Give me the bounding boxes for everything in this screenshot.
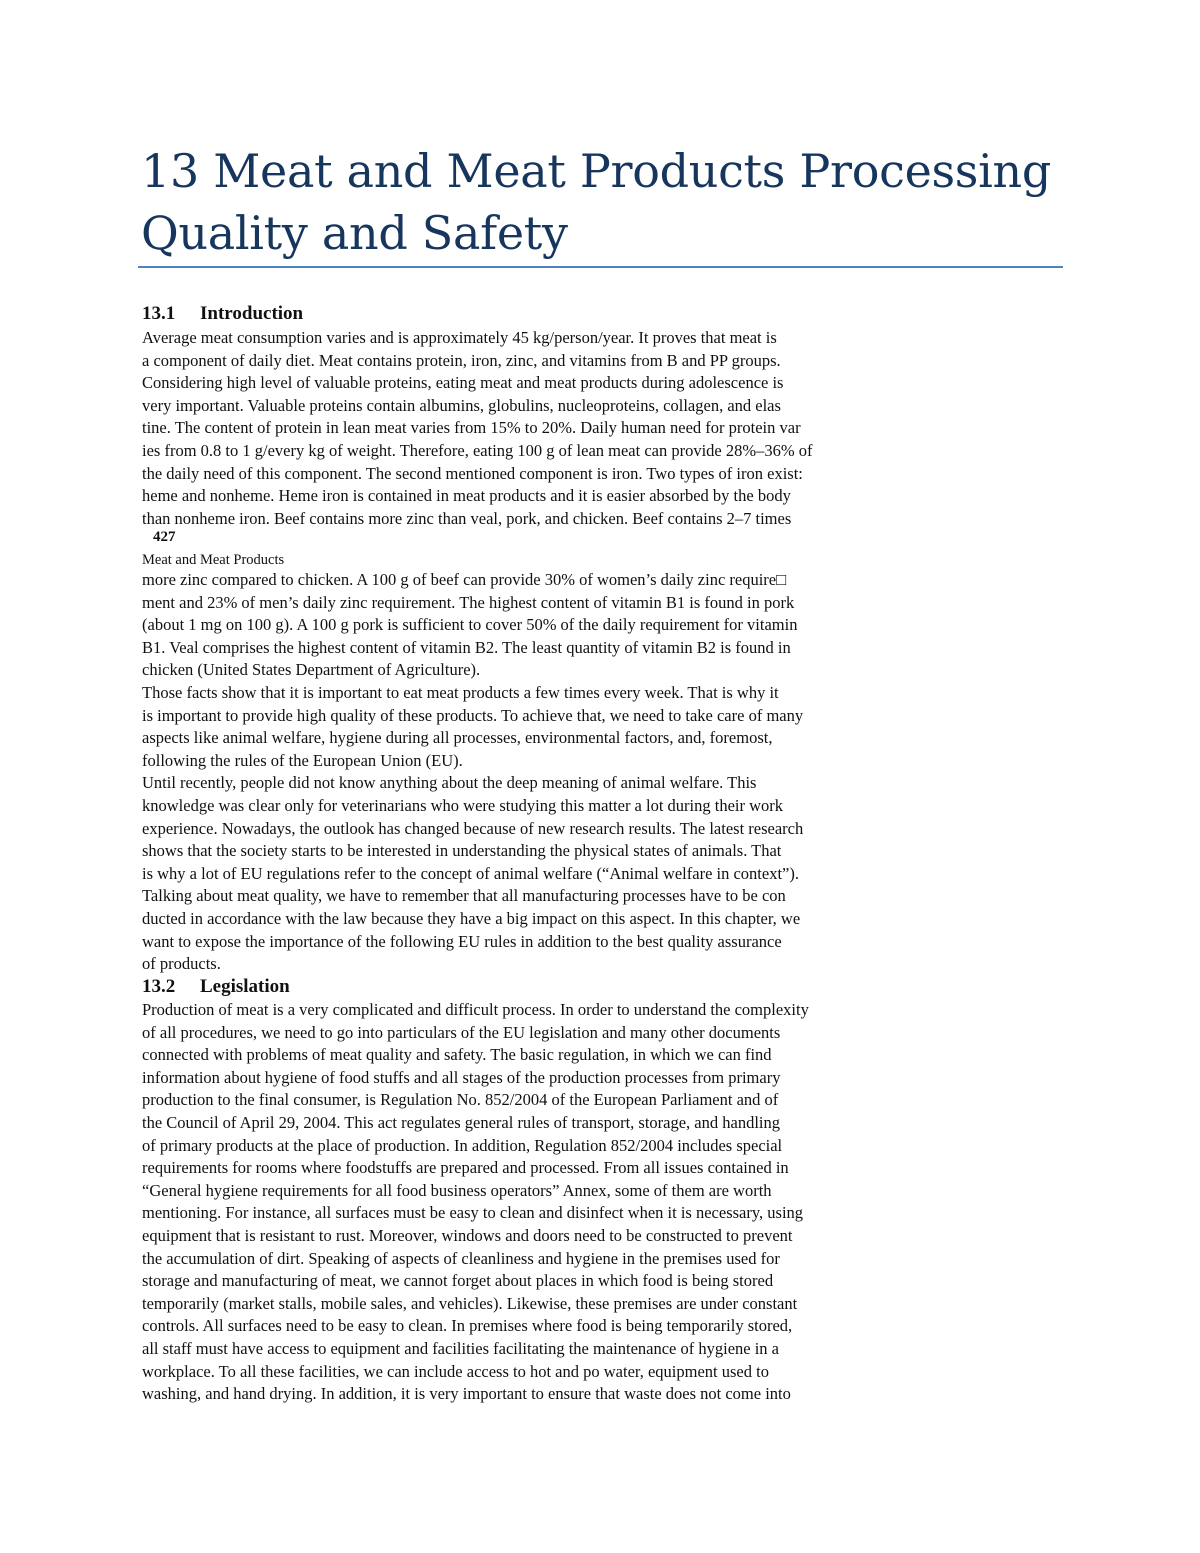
text-line: of primary products at the place of production. In addition, Regulation 852/2004 includes special (142, 1135, 783, 1155)
text-line: Those facts show that it is important to eat meat products a few times every week. That is why it (142, 682, 779, 702)
text-line: Talking about meat quality, we have to remember that all manufacturing processes have to be con (142, 886, 786, 906)
text-line: chicken (United States Department of Agriculture). (142, 660, 481, 680)
text-line: washing, and hand drying. In addition, it is very important to ensure that waste does not come into (142, 1384, 791, 1404)
text-line: all staff must have access to equipment and facilities facilitating the maintenance of hygiene in a (142, 1338, 780, 1358)
section-number: 13.1 (142, 303, 176, 324)
text-line: temporarily (market stalls, mobile sales, and vehicles). Likewise, these premises are under constant (142, 1293, 798, 1313)
text-line: ducted in accordance with the law because they have a big impact on this aspect. In this chapter, we (142, 908, 801, 928)
text-line: workplace. To all these facilities, we can include access to hot and po water, equipment used to (142, 1361, 769, 1381)
chapter-title-line: Quality and Safety (141, 206, 568, 260)
section-heading-legislation (142, 975, 290, 999)
introduction-paragraph (142, 327, 1042, 530)
text-line: controls. All surfaces need to be easy to clean. In premises where food is being temporarily stored, (142, 1316, 793, 1336)
section-title: Introduction (200, 303, 304, 324)
text-line: following the rules of the European Union (EU). (142, 750, 463, 770)
text-line: “General hygiene requirements for all food business operators” Annex, some of them are worth (142, 1180, 772, 1200)
text-line: ment and 23% of men’s daily zinc requirement. The highest content of vitamin B1 is found in pork (142, 592, 795, 612)
continued-paragraphs (142, 569, 1042, 976)
text-line: connected with problems of meat quality and safety. The basic regulation, in which we can find (142, 1045, 772, 1065)
text-line: the Council of April 29, 2004. This act regulates general rules of transport, storage, and handling (142, 1112, 780, 1132)
section-number: 13.2 (142, 976, 176, 997)
text-line: the daily need of this component. The second mentioned component is iron. Two types of iron exist: (142, 463, 803, 483)
text-line: equipment that is resistant to rust. Moreover, windows and doors need to be constructed to prevent (142, 1225, 793, 1245)
text-line: Average meat consumption varies and is approximately 45 kg/person/year. It proves that meat is (142, 328, 777, 347)
section-heading-introduction (142, 302, 303, 326)
chapter-title (141, 140, 1066, 264)
legislation-paragraph (142, 999, 1042, 1406)
text-line: want to expose the importance of the following EU rules in addition to the best quality assurance (142, 931, 782, 951)
text-line: very important. Valuable proteins contain albumins, globulins, nucleoproteins, collagen, and elas (142, 395, 781, 415)
page-number: 427 (153, 529, 176, 545)
text-line: than nonheme iron. Beef contains more zinc than veal, pork, and chicken. Beef contains 2–7 times (142, 508, 792, 528)
text-line: (about 1 mg on 100 g). A 100 g pork is sufficient to cover 50% of the daily requirement for vitamin (142, 615, 798, 635)
title-divider (138, 266, 1063, 268)
text-line: requirements for rooms where foodstuffs are prepared and processed. From all issues contained in (142, 1158, 789, 1178)
text-line: the accumulation of dirt. Speaking of aspects of cleanliness and hygiene in the premises used for (142, 1248, 780, 1268)
text-line: more zinc compared to chicken. A 100 g of beef can provide 30% of women’s daily zinc require□ (142, 570, 787, 589)
text-line: tine. The content of protein in lean meat varies from 15% to 20%. Daily human need for protein var (142, 418, 801, 438)
text-line: shows that the society starts to be interested in understanding the physical states of animals. That (142, 841, 782, 861)
text-line: mentioning. For instance, all surfaces must be easy to clean and disinfect when it is necessary, using (142, 1203, 804, 1223)
text-line: production to the final consumer, is Regulation No. 852/2004 of the European Parliament and of (142, 1090, 779, 1110)
text-line: B1. Veal comprises the highest content of vitamin B2. The least quantity of vitamin B2 is found in (142, 637, 791, 657)
text-line: a component of daily diet. Meat contains protein, iron, zinc, and vitamins from B and PP groups. (142, 350, 781, 370)
text-line: storage and manufacturing of meat, we cannot forget about places in which food is being stored (142, 1271, 774, 1291)
running-header-title: Meat and Meat Products (142, 552, 285, 568)
text-line: experience. Nowadays, the outlook has changed because of new research results. The latest research (142, 818, 804, 838)
text-line: is why a lot of EU regulations refer to the concept of animal welfare (“Animal welfare in context”). (142, 863, 799, 883)
chapter-title-line: 13 Meat and Meat Products Processing (141, 144, 1051, 198)
text-line: ies from 0.8 to 1 g/every kg of weight. Therefore, eating 100 g of lean meat can provide 28%–36% of (142, 440, 813, 460)
text-line: Production of meat is a very complicated and difficult process. In order to understand the complexity (142, 1000, 809, 1019)
text-line: is important to provide high quality of these products. To achieve that, we need to take care of many (142, 705, 804, 725)
text-line: of all procedures, we need to go into particulars of the EU legislation and many other documents (142, 1022, 781, 1042)
text-line: Until recently, people did not know anything about the deep meaning of animal welfare. This (142, 773, 757, 793)
text-line: Considering high level of valuable proteins, eating meat and meat products during adolescence is (142, 373, 784, 393)
text-line: information about hygiene of food stuffs and all stages of the production processes from primary (142, 1067, 781, 1087)
text-line: aspects like animal welfare, hygiene during all processes, environmental factors, and, foremost, (142, 728, 773, 748)
text-line: knowledge was clear only for veterinarians who were studying this matter a lot during their work (142, 795, 784, 815)
section-title: Legislation (200, 976, 290, 997)
text-line: heme and nonheme. Heme iron is contained in meat products and it is easier absorbed by the body (142, 486, 791, 506)
text-line: of products. (142, 954, 221, 974)
